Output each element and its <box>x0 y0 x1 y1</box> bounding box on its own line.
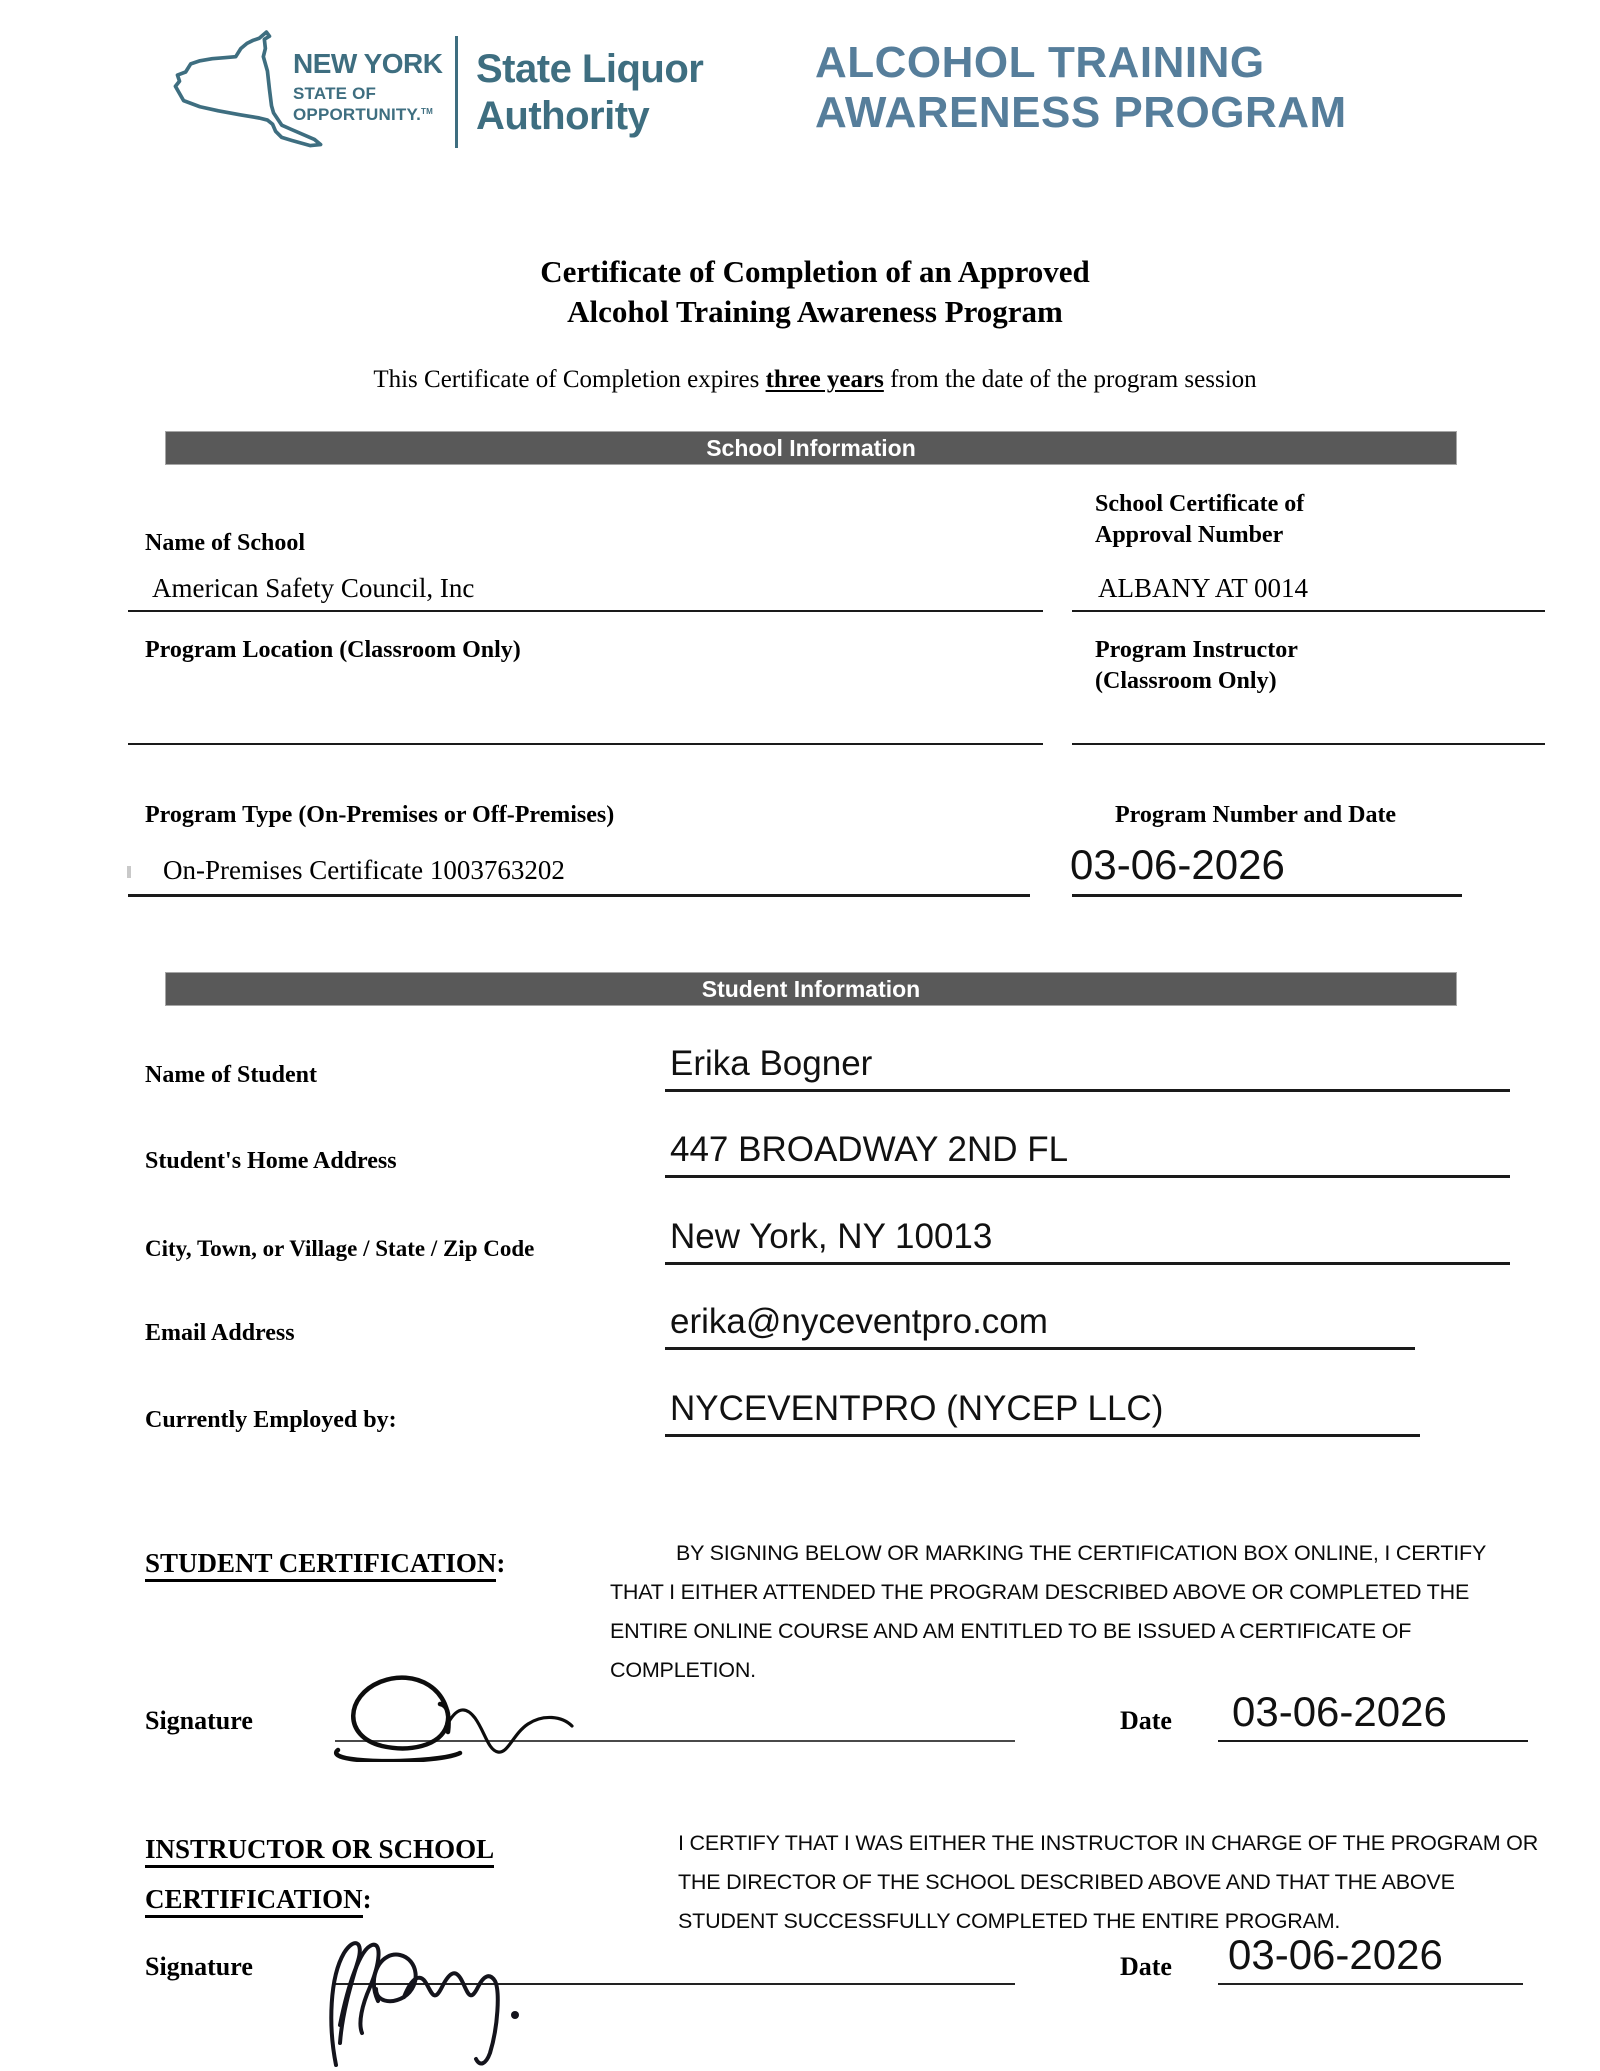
city-state-zip-line <box>665 1262 1510 1265</box>
home-address-line <box>665 1175 1510 1178</box>
expiration-notice: This Certificate of Completion expires three years from the date of the program session <box>373 366 1257 393</box>
school-information-bar-label: School Information <box>706 435 916 461</box>
program-type-label: Program Type (On-Premises or Off-Premises) <box>145 802 615 828</box>
city-state-zip-value: New York, NY 10013 <box>670 1217 993 1256</box>
employed-by-label: Currently Employed by: <box>145 1407 397 1433</box>
program-location-line <box>128 743 1043 745</box>
name-of-student-line <box>665 1089 1510 1092</box>
name-of-school-label: Name of School <box>145 530 305 556</box>
program-number-date-label: Program Number and Date <box>1115 802 1397 828</box>
name-of-school-value: American Safety Council, Inc <box>152 573 475 603</box>
student-certification-heading: STUDENT CERTIFICATION: <box>145 1538 505 1588</box>
agency-line-1: State Liquor <box>476 47 704 91</box>
brand-line-3: OPPORTUNITY.™ <box>293 105 433 124</box>
home-address-label: Student's Home Address <box>145 1148 397 1174</box>
program-number-date-value: 03-06-2026 <box>1070 841 1285 888</box>
instructor-certification-heading: INSTRUCTOR OR SCHOOL CERTIFICATION: <box>145 1824 494 1924</box>
student-date-line <box>1218 1740 1528 1742</box>
school-information-bar <box>165 431 1457 465</box>
approval-number-label: School Certificate of Approval Number <box>1095 491 1305 548</box>
scan-artifact-tick <box>127 866 131 878</box>
approval-number-line <box>1072 610 1545 612</box>
program-instructor-line <box>1072 743 1545 745</box>
name-of-student-label: Name of Student <box>145 1062 317 1088</box>
name-of-student-value: Erika Bogner <box>670 1044 873 1083</box>
instructor-signature-label: Signature <box>145 1952 253 1981</box>
trademark-symbol: TM <box>421 107 433 116</box>
student-signature-label: Signature <box>145 1706 253 1735</box>
nys-brand-wordmark <box>291 48 447 125</box>
program-banner-title <box>815 38 1347 138</box>
banner-line-1: ALCOHOL TRAINING <box>815 38 1265 87</box>
student-certification-text: BY SIGNING BELOW OR MARKING THE CERTIFICATION BOX ONLINE, I CERTIFY THAT I EITHER ATTENDED THE PROGRAM DESCRIBED ABOVE OR COMPLETED THE ENTIRE ONLINE COURSE AND AM ENTITLED TO BE ISSUED A CERTIFICATE OF COMPLETION. <box>610 1541 1486 1682</box>
banner-line-2: AWARENESS PROGRAM <box>815 88 1347 137</box>
brand-line-1: NEW YORK <box>293 48 443 79</box>
student-date-label: Date <box>1120 1706 1172 1735</box>
expiry-term: three years <box>765 366 884 393</box>
logo-divider <box>455 36 458 148</box>
program-number-date-line <box>1072 894 1462 897</box>
email-address-value: erika@nyceventpro.com <box>670 1302 1048 1341</box>
instructor-date-label: Date <box>1120 1952 1172 1981</box>
instructor-signature-image <box>300 1915 600 2071</box>
agency-name <box>476 46 703 140</box>
student-signature-line <box>335 1740 1015 1742</box>
program-type-value: On-Premises Certificate 1003763202 <box>163 855 565 885</box>
instructor-signature-line <box>335 1983 1015 1985</box>
home-address-value: 447 BROADWAY 2ND FL <box>670 1130 1069 1169</box>
approval-number-value: ALBANY AT 0014 <box>1098 573 1309 603</box>
employed-by-value: NYCEVENTPRO (NYCEP LLC) <box>670 1389 1164 1428</box>
student-information-bar <box>165 972 1457 1006</box>
name-of-school-line <box>128 610 1043 612</box>
student-information-bar-label: Student Information <box>701 976 921 1002</box>
city-state-zip-label: City, Town, or Village / State / Zip Code <box>145 1236 535 1261</box>
program-location-label: Program Location (Classroom Only) <box>145 637 521 663</box>
student-signature-image <box>300 1652 660 1762</box>
program-instructor-label: Program Instructor (Classroom Only) <box>1095 637 1298 694</box>
email-address-label: Email Address <box>145 1320 295 1346</box>
instructor-date-value: 03-06-2026 <box>1228 1931 1443 1978</box>
employed-by-line <box>665 1434 1420 1437</box>
brand-line-2: STATE OF <box>293 84 377 103</box>
title-line-1: Certificate of Completion of an Approved <box>540 254 1090 289</box>
instructor-certification-text: I CERTIFY THAT I WAS EITHER THE INSTRUCTOR IN CHARGE OF THE PROGRAM OR THE DIRECTOR OF THE SCHOOL DESCRIBED ABOVE AND THAT THE ABOVE STUDENT SUCCESSFULLY COMPLETED THE ENTIRE PROGRAM. <box>678 1831 1539 1933</box>
instructor-date-line <box>1218 1983 1523 1985</box>
certificate-title <box>0 252 1600 332</box>
title-line-2: Alcohol Training Awareness Program <box>567 294 1063 329</box>
student-date-value: 03-06-2026 <box>1232 1688 1447 1735</box>
program-type-line <box>128 894 1030 897</box>
agency-line-2: Authority <box>476 94 650 138</box>
email-address-line <box>665 1347 1415 1350</box>
